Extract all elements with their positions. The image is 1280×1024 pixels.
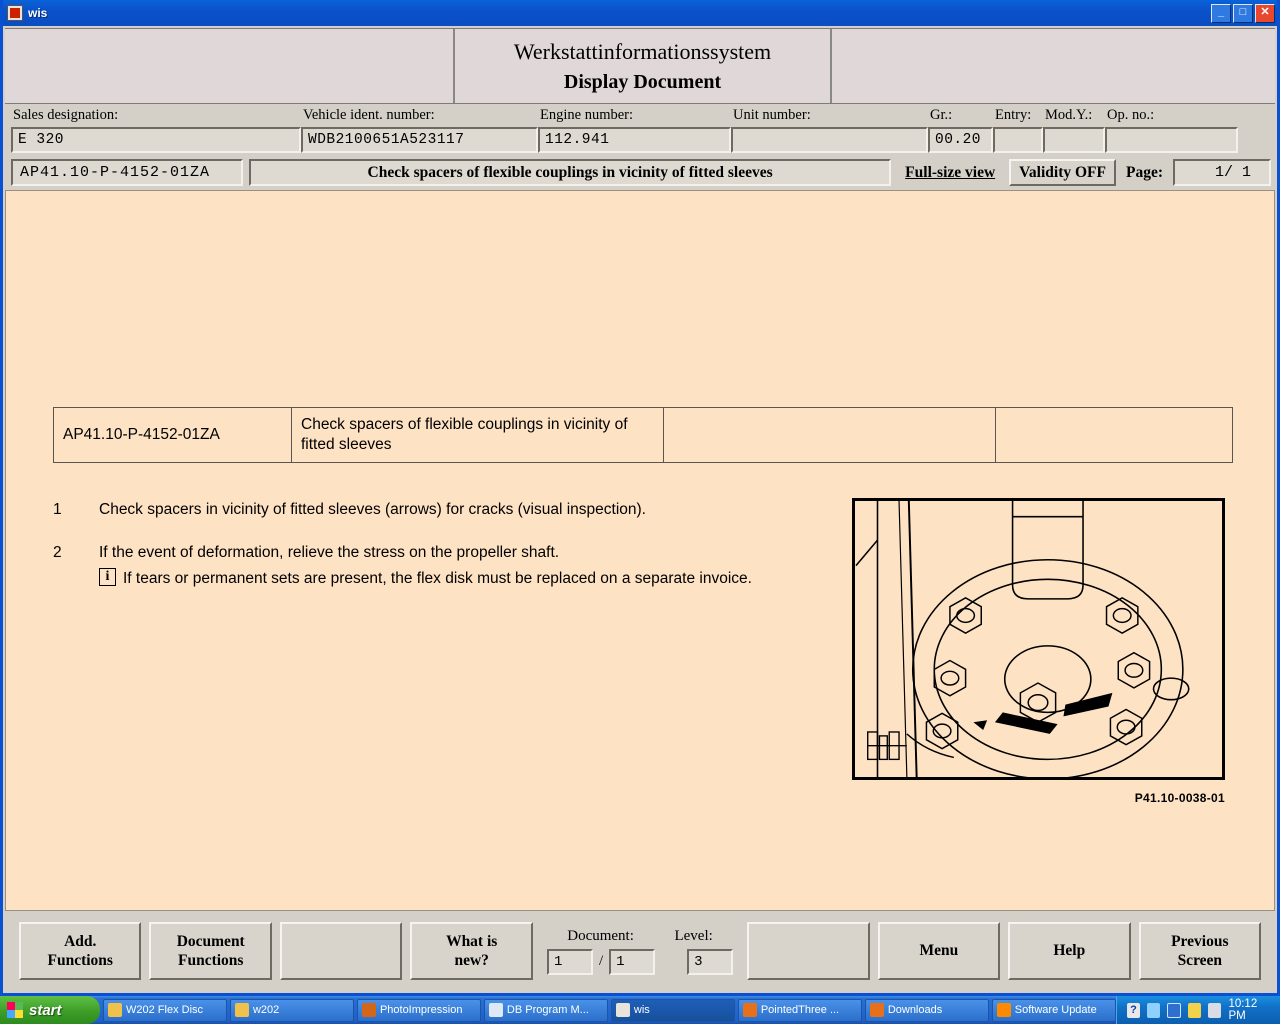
what-is-new-button[interactable] (410, 922, 532, 980)
button-label-line1: Add. (64, 932, 97, 950)
step-note (99, 568, 843, 589)
taskbar-item-label: w202 (252, 1004, 280, 1016)
button-label-line1: Document (176, 932, 245, 950)
op-no-input[interactable] (1105, 127, 1238, 153)
windows-flag-icon (7, 1002, 23, 1018)
field-label: Engine number: (540, 107, 634, 123)
button-label-line1: What is (446, 932, 498, 950)
taskbar-item-label: DB Program M... (506, 1004, 589, 1016)
taskbar-item-label: Software Update (1014, 1004, 1097, 1016)
clock[interactable]: 10:12 PM (1228, 998, 1258, 1022)
browser-icon (870, 1003, 884, 1017)
shield-icon[interactable] (1167, 1003, 1181, 1018)
cell-document-id: AP41.10-P-4152-01ZA (54, 408, 292, 463)
field-engine-number (538, 107, 731, 153)
field-label: Unit number: (733, 107, 811, 123)
field-label: Op. no.: (1107, 107, 1155, 123)
step-text: Check spacers in vicinity of fitted sleeves (arrows) for cracks (visual inspection). (99, 501, 646, 518)
field-model-year (1043, 107, 1105, 153)
gr-input[interactable]: 00.20 (928, 127, 993, 153)
folder-icon (235, 1003, 249, 1017)
network-icon[interactable] (1147, 1003, 1160, 1018)
document-toolbar (3, 157, 1277, 190)
figure-container (852, 498, 1225, 805)
list-item (53, 499, 843, 520)
field-op-no (1105, 107, 1238, 153)
validity-toggle-button[interactable]: Validity OFF (1009, 159, 1116, 186)
taskbar-item-label: wis (633, 1004, 650, 1016)
page-value: 1/ 1 (1173, 159, 1271, 186)
windows-taskbar (0, 996, 1280, 1024)
procedure-steps (53, 499, 843, 611)
battery-icon[interactable] (1208, 1003, 1221, 1018)
help-icon[interactable]: ? (1127, 1003, 1140, 1018)
photo-icon (362, 1003, 376, 1017)
taskbar-item-software-update[interactable] (992, 999, 1116, 1022)
start-label: start (29, 1001, 62, 1019)
taskbar-item-label: Downloads (887, 1004, 943, 1016)
header-title-panel (455, 29, 830, 103)
step-number: 2 (53, 544, 62, 562)
engine-number-input[interactable]: 112.941 (538, 127, 731, 153)
field-unit-number (731, 107, 928, 153)
step-number: 1 (53, 501, 62, 518)
add-functions-button[interactable] (19, 922, 141, 980)
button-label-line2: new? (454, 952, 489, 969)
page-title: Display Document (563, 70, 722, 93)
wis-app-icon (7, 5, 23, 21)
browser-icon (743, 1003, 757, 1017)
field-vin (301, 107, 538, 153)
vin-input[interactable]: WDB2100651A523117 (301, 127, 538, 153)
document-header-table (53, 407, 1233, 463)
window-title: wis (28, 6, 48, 20)
cell-empty-1 (664, 408, 996, 463)
level-label: Level: (674, 927, 713, 944)
vehicle-info-strip (3, 104, 1277, 157)
taskbar-item-downloads[interactable] (865, 999, 989, 1022)
flex-disc-illustration (852, 498, 1225, 780)
document-title-field: Check spacers of flexible couplings in vicinity of fitted sleeves (249, 159, 891, 186)
blank-button-2[interactable] (747, 922, 869, 980)
taskbar-item-pointedthree[interactable] (738, 999, 862, 1022)
system-name: Werkstattinformationssystem (513, 38, 772, 64)
function-button-bar (5, 915, 1275, 987)
document-functions-button[interactable] (149, 922, 271, 980)
field-sales-designation (11, 107, 301, 153)
document-canvas[interactable] (5, 190, 1275, 911)
list-item (53, 542, 843, 589)
field-label: Entry: (995, 107, 1032, 123)
button-label-line2: Screen (1177, 952, 1223, 969)
figure-caption: P41.10-0038-01 (1134, 791, 1225, 805)
field-gr (928, 107, 993, 153)
minimize-button[interactable]: _ (1211, 4, 1231, 23)
step-note-text: If tears or permanent sets are present, the flex disk must be replaced on a separate invoice. (123, 569, 752, 587)
button-label-line1: Help (1053, 942, 1086, 960)
close-button[interactable]: ✕ (1255, 4, 1275, 23)
field-entry (993, 107, 1043, 153)
taskbar-item-w202[interactable] (230, 999, 354, 1022)
full-size-view-button[interactable]: Full-size view (897, 159, 1003, 186)
start-button[interactable] (0, 996, 100, 1024)
entry-input[interactable] (993, 127, 1043, 153)
sales-designation-input[interactable]: E 320 (11, 127, 301, 153)
header-right-panel (830, 29, 1275, 103)
level-value-field[interactable]: 3 (687, 949, 733, 975)
taskbar-item-label: W202 Flex Disc (126, 1004, 204, 1016)
menu-button[interactable] (878, 922, 1000, 980)
update-icon (997, 1003, 1011, 1017)
taskbar-item-db-program[interactable] (484, 999, 608, 1022)
volume-icon[interactable] (1188, 1003, 1201, 1018)
header-left-panel (5, 29, 455, 103)
document-total-field: 1 (609, 949, 655, 975)
document-level-panel (541, 922, 739, 980)
field-label: Vehicle ident. number: (303, 107, 435, 123)
blank-button-1[interactable] (280, 922, 402, 980)
cell-document-title: Check spacers of flexible couplings in vicinity of fitted sleeves (292, 408, 664, 463)
previous-screen-button[interactable] (1139, 922, 1261, 980)
folder-icon (108, 1003, 122, 1017)
information-icon: i (99, 568, 116, 586)
step-text: If the event of deformation, relieve the stress on the propeller shaft. (99, 544, 560, 562)
maximize-button[interactable]: □ (1233, 4, 1253, 23)
application-header (5, 28, 1275, 104)
model-year-input[interactable] (1043, 127, 1105, 153)
window-titlebar (3, 0, 1277, 26)
taskbar-item-wis[interactable] (611, 999, 735, 1022)
taskbar-item-label: PointedThree ... (760, 1004, 840, 1016)
taskbar-item-label: PhotoImpression (379, 1004, 463, 1016)
field-label: Sales designation: (13, 107, 119, 123)
taskbar-item-photoimpression[interactable] (357, 999, 481, 1022)
taskbar-item-w202-flex-disc[interactable] (103, 999, 227, 1022)
table-row (54, 408, 1233, 463)
unit-number-input[interactable] (731, 127, 928, 153)
document-separator: / (598, 953, 604, 969)
field-label: Gr.: (930, 107, 953, 123)
field-label: Mod.Y.: (1045, 107, 1093, 123)
button-label-line2: Functions (47, 952, 113, 969)
database-icon (489, 1003, 503, 1017)
system-tray (1116, 996, 1280, 1024)
button-label-line1: Menu (919, 942, 959, 960)
wis-app-icon (616, 1003, 630, 1017)
document-number-input[interactable]: 1 (547, 949, 593, 975)
button-label-line1: Previous (1171, 932, 1229, 950)
cell-empty-2 (996, 408, 1233, 463)
page-label: Page: (1125, 163, 1163, 181)
document-counter-label: Document: (567, 927, 634, 944)
button-label-line2: Functions (177, 952, 244, 969)
help-button[interactable] (1008, 922, 1130, 980)
document-id-field[interactable]: AP41.10-P-4152-01ZA (11, 159, 243, 186)
